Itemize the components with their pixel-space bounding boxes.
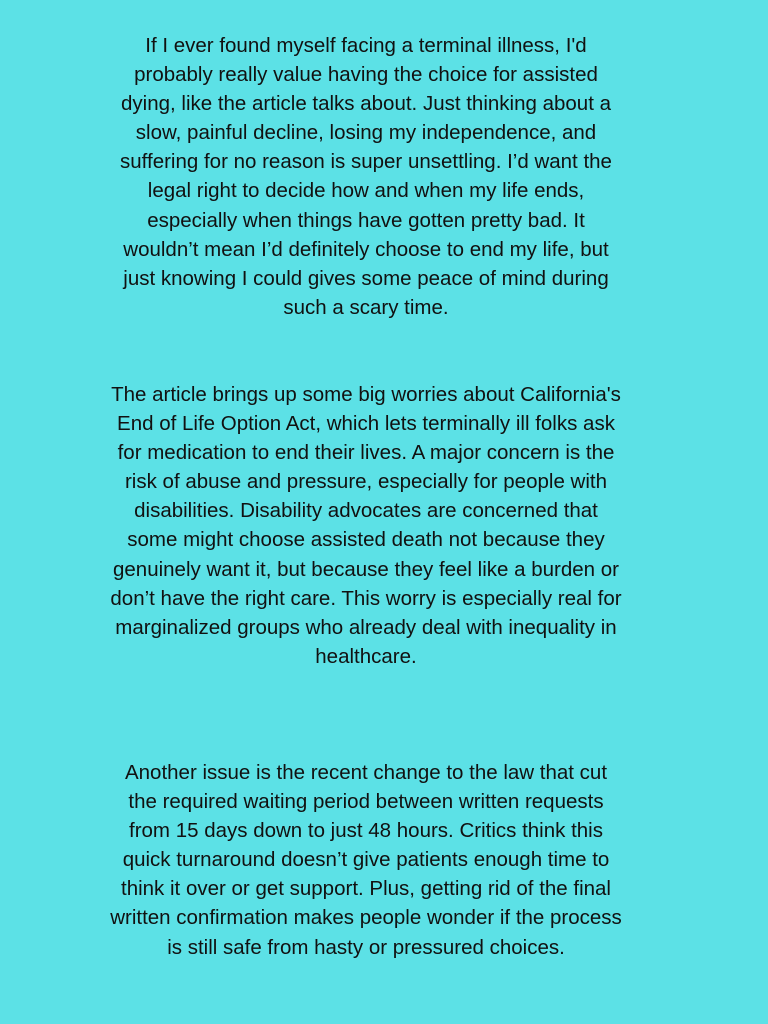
paragraph-personal-view: If I ever found myself facing a terminal illness, I'd probably really value having the choice for assisted dying, like the article talks about. Just thinking about a slow, painful decline, losing my independence, and suffering for no reason is super unsettling. I’d want the legal right to decide how and when my life ends, especially when things have gotten pretty bad. It wouldn’t mean I’d definitely choose to end my life, but just knowing I could gives some peace of mind during such a scary time. (120, 34, 612, 319)
paragraph-abuse-concerns: The article brings up some big worries about California's End of Life Option Act, which lets terminally ill folks ask for medication to end their lives. A major concern is the risk of abuse and pressure, especially for people with disabilities. Disability advocates are concerned that some might choose assisted death not because they genuinely want it, but because they feel like a burden or don’t have the right care. This worry is especially real for marginalized groups who already deal with inequality in healthcare. (110, 383, 622, 668)
paragraph-waiting-period: Another issue is the recent change to the law that cut the required waiting period between written requests from 15 days down to just 48 hours. Critics think this quick turnaround doesn’t give patients enough time to think it over or get support. Plus, getting rid of the final written confirmation makes people wonder if the process is still safe from hasty or pressured choices. (110, 761, 622, 959)
